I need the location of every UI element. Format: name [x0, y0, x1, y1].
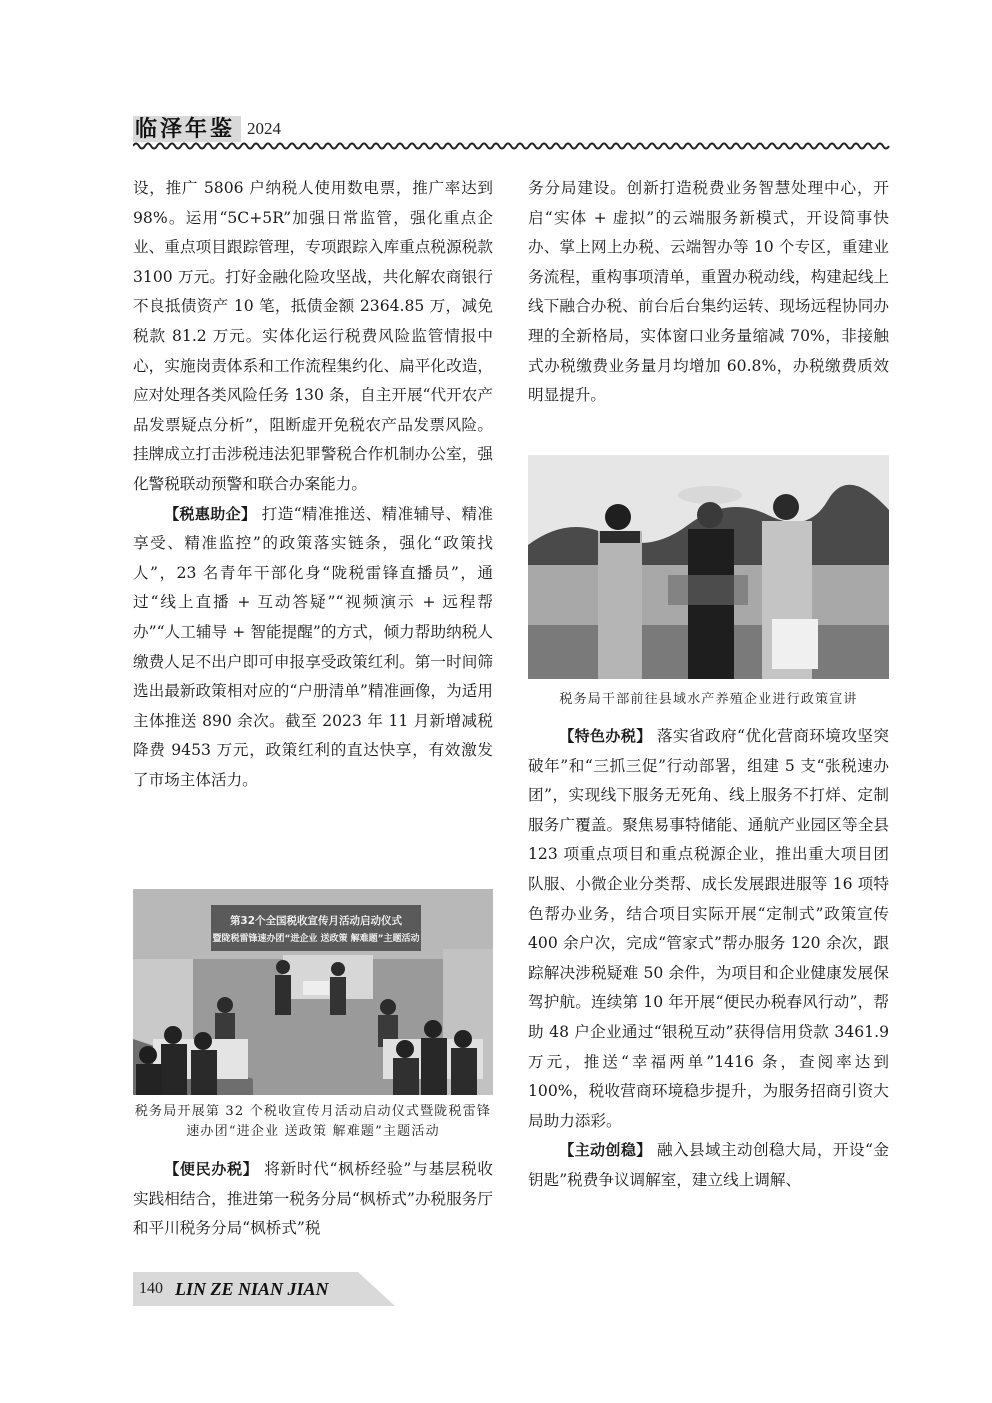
section-keyword: 【特色办税】 — [559, 727, 652, 745]
left-column — [133, 174, 493, 795]
aquaculture-illustration — [528, 455, 889, 679]
paragraph-tax-benefits — [133, 500, 493, 796]
paragraph-text: 将新时代“枫桥经验”与基层税收实践相结合，推进第一税务分局“枫桥式”办税服务厅和平川税务分局“枫桥式”税 — [133, 1160, 493, 1238]
right-column-top — [528, 174, 889, 411]
paragraph-text: 落实省政府“优化营商环境攻坚突破年”和“三抓三促”行动部署，组建 5 支“张税速办团”，实现线下服务无死角、线上服务不打烊、定制服务广覆盖。聚焦易事特储能、通航产业园区等全县 123 项重点项目和重点税源企业，推出重大项目团队服、小微企业分类帮、成长发展跟进服等 16 项特色帮办业务，结合项目实际开展“定制式”政策宣传 400 余户次，完成“管家式”帮办服务 120 余次，跟踪解决涉税疑难 50 余件，为项目和企业健康发展保驾护航。连续第 10 年开展“便民办税春风行动”，帮助 48 户企业通过“银税互动”获得信用贷款 3461.9 万元，推送“幸福两单”1416 条，查阅率达到 100%，税收营商环境稳步提升，为服务招商引资大局助力添彩。 — [528, 727, 889, 1130]
header-wave-rule — [133, 140, 893, 152]
photo-caption-aquaculture: 税务局干部前往县域水产养殖企业进行政策宣讲 — [559, 692, 858, 707]
running-footer — [133, 1272, 403, 1306]
photo-launch-ceremony — [133, 889, 493, 1095]
banner-line-2: 暨陇税雷锋速办团“进企业 送政策 解难题”主题活动 — [212, 934, 420, 944]
running-header — [133, 116, 893, 156]
right-column-bottom — [528, 722, 889, 1196]
meeting-illustration — [133, 889, 493, 1095]
paragraph-text: 融入县域主动创稳大局，开设“金钥匙”税费争议调解室，建立线上调解、 — [528, 1141, 889, 1189]
banner-line-1: 第32个全国税收宣传月活动启动仪式 — [229, 915, 403, 927]
paragraph-convenient-tax — [133, 1155, 493, 1244]
page-number: 140 — [139, 1280, 163, 1297]
yearbook-year: 2024 — [247, 119, 281, 138]
paragraph-featured-tax — [528, 722, 889, 1136]
section-keyword: 【便民办税】 — [164, 1160, 259, 1178]
paragraph-text: 打造“精准推送、精准辅导、精准享受、精准监控”的政策落实链条，强化“政策找人”，23 名青年干部化身“陇税雷锋直播员”，通过“线上直播 + 互动答疑”“视频演示 + 远程帮办”“人工辅导 + 智能提醒”的方式，倾力帮助纳税人缴费人足不出户即可申报享受政策红利。第一时间筛选出最新政策相对应的“户册清单”精准画像，为适用主体推送 890 余次。截至 2023 年 11 月新增减税降费 9453 万元，政策红利的直达快享，有效激发了市场主体活力。 — [133, 504, 493, 789]
paragraph-stability — [528, 1136, 889, 1195]
left-column-bottom — [133, 1155, 493, 1244]
section-keyword: 【税惠助企】 — [164, 504, 257, 523]
paragraph-continued: 务分局建设。创新打造税费业务智慧处理中心，开启“实体 + 虚拟”的云端服务新模式，开设简事快办、掌上网上办税、云端智办等 10 个专区，重建业务流程，重构事项清单，重置办税动线，构建起线上线下融合办税、前台后台集约运转、现场远程协同办理的全新格局，实体窗口业务量缩减 70%，非接触式办税缴费业务量月均增加 60.8%，办税缴费质效明显提升。 — [528, 179, 889, 405]
footer-title: LIN ZE NIAN JIAN — [175, 1279, 329, 1299]
photo-caption-ceremony: 税务局开展第 32 个税收宣传月活动启动仪式暨陇税雷锋速办团“进企业 送政策 解难题”主题活动 — [134, 1104, 492, 1139]
yearbook-title: 临泽年鉴 — [133, 116, 241, 142]
section-keyword: 【主动创稳】 — [559, 1141, 652, 1160]
paragraph-continued: 设，推广 5806 户纳税人使用数电票，推广率达到 98%。运用“5C+5R”加强日常监管，强化重点企业、重点项目跟踪管理，专项跟踪入库重点税源税款 3100 万元。打好金融化险攻坚战，共化解农商银行不良抵债资产 10 笔，抵债金额 2364.85 万，减免税款 81.2 万元。实体化运行税费风险监管情报中心，实施岗责体系和工作流程集约化、扁平化改造，应对处理各类风险任务 130 条，自主开展“代开农产品发票疑点分析”，阻断虚开免税农产品发票风险。挂牌成立打击涉税违法犯罪警税合作机制办公室，强化警税联动预警和联合办案能力。 — [133, 179, 493, 493]
photo-aquaculture-visit — [528, 455, 889, 679]
